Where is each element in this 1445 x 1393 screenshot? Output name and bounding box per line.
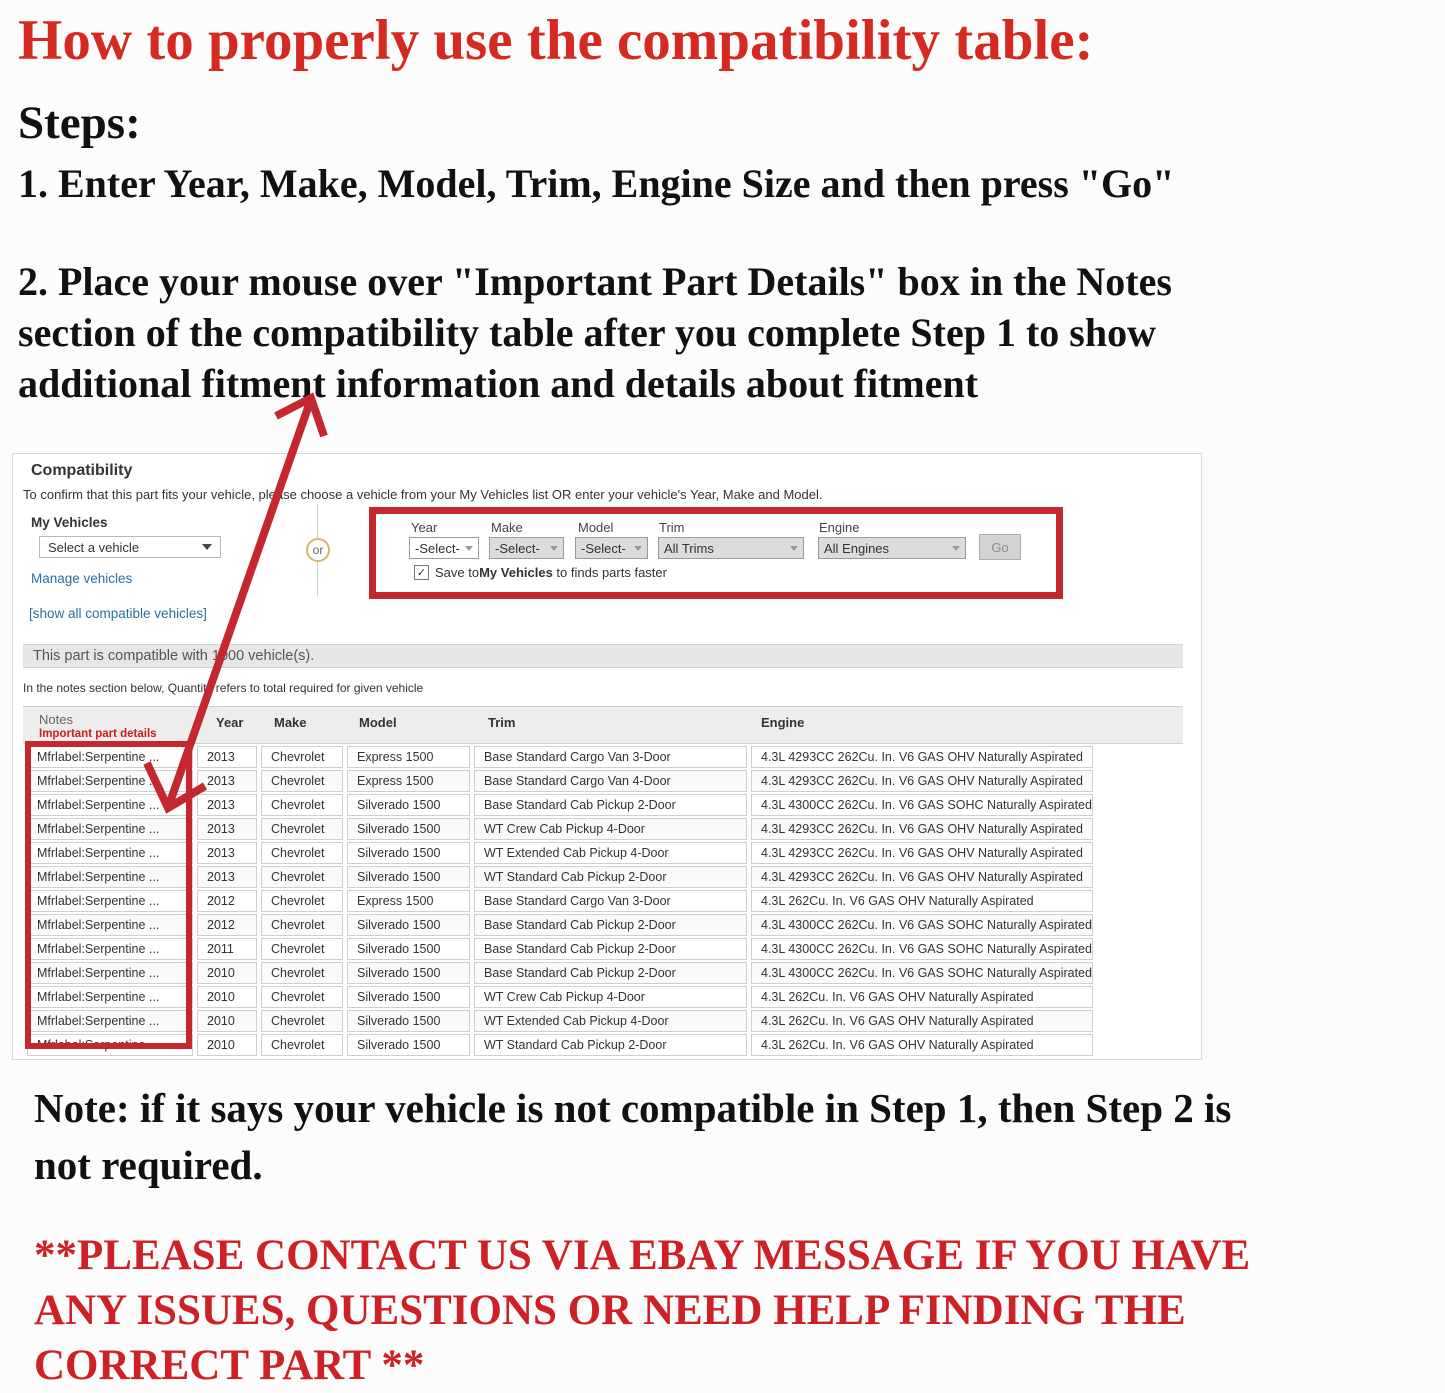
- cell-year: 2011: [197, 938, 257, 960]
- cell-make: Chevrolet: [261, 842, 343, 864]
- cell-trim: Base Standard Cab Pickup 2-Door: [474, 914, 747, 936]
- cell-notes[interactable]: Mfrlabel:Serpentine ...: [27, 818, 193, 840]
- cell-notes[interactable]: Mfrlabel:Serpentine ...: [27, 1034, 193, 1056]
- compatibility-panel: [12, 453, 1202, 1060]
- save-text-bold: My Vehicles: [479, 565, 553, 580]
- cell-trim: Base Standard Cab Pickup 2-Door: [474, 962, 747, 984]
- cell-notes[interactable]: Mfrlabel:Serpentine ...: [27, 794, 193, 816]
- note-line-2: not required.: [34, 1142, 263, 1188]
- vehicle-select-dropdown[interactable]: [39, 536, 221, 558]
- cell-engine: 4.3L 4293CC 262Cu. In. V6 GAS OHV Naturally Aspirated: [751, 746, 1093, 768]
- year-dropdown-value: -Select-: [415, 540, 460, 556]
- cell-engine: 4.3L 4300CC 262Cu. In. V6 GAS SOHC Naturally Aspirated: [751, 938, 1093, 960]
- cell-engine: 4.3L 4300CC 262Cu. In. V6 GAS SOHC Naturally Aspirated: [751, 914, 1093, 936]
- step-1-text: 1. Enter Year, Make, Model, Trim, Engine Size and then press "Go": [18, 161, 1175, 206]
- or-badge: or: [306, 538, 330, 562]
- cell-year: 2013: [197, 794, 257, 816]
- contact-line-3: CORRECT PART **: [34, 1342, 425, 1389]
- cell-notes[interactable]: Mfrlabel:Serpentine ...: [27, 938, 193, 960]
- cell-notes[interactable]: Mfrlabel:Serpentine ...: [27, 842, 193, 864]
- cell-trim: WT Extended Cab Pickup 4-Door: [474, 842, 747, 864]
- show-all-compatible-link[interactable]: [show all compatible vehicles]: [29, 606, 207, 621]
- column-header-model: Model: [359, 715, 397, 730]
- cell-model: Silverado 1500: [347, 962, 470, 984]
- go-button[interactable]: Go: [979, 534, 1021, 560]
- cell-trim: WT Crew Cab Pickup 4-Door: [474, 986, 747, 1008]
- cell-notes[interactable]: Mfrlabel:Serpentine ...: [27, 770, 193, 792]
- column-header-year: Year: [216, 715, 244, 730]
- compatibility-count-text: This part is compatible with 1000 vehicle(s).: [33, 648, 315, 664]
- table-header-row: [23, 706, 1183, 744]
- cell-year: 2013: [197, 770, 257, 792]
- cell-engine: 4.3L 4293CC 262Cu. In. V6 GAS OHV Naturally Aspirated: [751, 770, 1093, 792]
- cell-make: Chevrolet: [261, 1010, 343, 1032]
- compatibility-title: Compatibility: [31, 462, 133, 479]
- save-checkbox[interactable]: ✓: [414, 565, 429, 580]
- note-text: [34, 1080, 1231, 1194]
- cell-year: 2013: [197, 842, 257, 864]
- cell-make: Chevrolet: [261, 746, 343, 768]
- steps-heading: Steps:: [18, 97, 141, 149]
- cell-year: 2010: [197, 1010, 257, 1032]
- column-header-make: Make: [274, 715, 307, 730]
- annotation-box-finder: [369, 507, 1063, 599]
- cell-notes[interactable]: Mfrlabel:Serpentine ...: [27, 890, 193, 912]
- cell-make: Chevrolet: [261, 962, 343, 984]
- cell-trim: WT Standard Cab Pickup 2-Door: [474, 866, 747, 888]
- cell-year: 2012: [197, 890, 257, 912]
- cell-engine: 4.3L 4293CC 262Cu. In. V6 GAS OHV Naturally Aspirated: [751, 866, 1093, 888]
- cell-model: Silverado 1500: [347, 866, 470, 888]
- step-2-line-3: additional fitment information and details about fitment: [18, 361, 979, 406]
- cell-trim: WT Extended Cab Pickup 4-Door: [474, 1010, 747, 1032]
- cell-make: Chevrolet: [261, 818, 343, 840]
- manage-vehicles-link[interactable]: Manage vehicles: [31, 571, 133, 586]
- model-label: Model: [578, 520, 614, 535]
- cell-trim: Base Standard Cab Pickup 2-Door: [474, 794, 747, 816]
- column-header-notes: Notes: [39, 712, 73, 727]
- cell-engine: 4.3L 4300CC 262Cu. In. V6 GAS SOHC Naturally Aspirated: [751, 794, 1093, 816]
- cell-model: Silverado 1500: [347, 794, 470, 816]
- make-dropdown-value: -Select-: [495, 540, 540, 556]
- cell-engine: 4.3L 4300CC 262Cu. In. V6 GAS SOHC Naturally Aspirated: [751, 962, 1093, 984]
- cell-make: Chevrolet: [261, 866, 343, 888]
- cell-model: Silverado 1500: [347, 914, 470, 936]
- cell-make: Chevrolet: [261, 890, 343, 912]
- cell-make: Chevrolet: [261, 770, 343, 792]
- make-label: Make: [491, 520, 523, 535]
- column-header-trim: Trim: [488, 715, 516, 730]
- cell-make: Chevrolet: [261, 1034, 343, 1056]
- cell-engine: 4.3L 262Cu. In. V6 GAS OHV Naturally Aspirated: [751, 890, 1093, 912]
- engine-label: Engine: [819, 520, 860, 535]
- cell-model: Express 1500: [347, 890, 470, 912]
- cell-model: Silverado 1500: [347, 1010, 470, 1032]
- annotation-box-notes-column: [25, 741, 192, 1049]
- cell-trim: Base Standard Cab Pickup 2-Door: [474, 938, 747, 960]
- vehicle-select-value: Select a vehicle: [48, 539, 140, 555]
- cell-notes[interactable]: Mfrlabel:Serpentine ...: [27, 914, 193, 936]
- cell-make: Chevrolet: [261, 794, 343, 816]
- cell-year: 2012: [197, 914, 257, 936]
- cell-trim: WT Standard Cab Pickup 2-Door: [474, 1034, 747, 1056]
- save-text-suffix: to finds parts faster: [552, 565, 667, 580]
- cell-engine: 4.3L 262Cu. In. V6 GAS OHV Naturally Aspirated: [751, 986, 1093, 1008]
- step-2-line-2: section of the compatibility table after you complete Step 1 to show: [18, 310, 1157, 355]
- trim-dropdown-value: All Trims: [664, 540, 714, 556]
- contact-us-text: [34, 1228, 1250, 1393]
- cell-model: Silverado 1500: [347, 842, 470, 864]
- save-text-prefix: Save to: [435, 565, 480, 580]
- cell-engine: 4.3L 262Cu. In. V6 GAS OHV Naturally Aspirated: [751, 1010, 1093, 1032]
- notes-hint-text: In the notes section below, Quantity refers to total required for given vehicle: [23, 681, 424, 695]
- engine-dropdown-value: All Engines: [824, 540, 890, 556]
- compatibility-subtitle: To confirm that this part fits your vehicle, please choose a vehicle from your My Vehicles list OR enter your vehicle's Year, Make and Model.: [23, 487, 823, 502]
- cell-year: 2013: [197, 746, 257, 768]
- contact-line-1: **PLEASE CONTACT US VIA EBAY MESSAGE IF YOU HAVE: [34, 1232, 1251, 1279]
- important-part-details-label[interactable]: Important part details: [39, 728, 157, 740]
- contact-line-2: ANY ISSUES, QUESTIONS OR NEED HELP FINDING THE: [34, 1287, 1186, 1334]
- cell-year: 2010: [197, 986, 257, 1008]
- column-header-engine: Engine: [761, 715, 805, 730]
- cell-notes[interactable]: Mfrlabel:Serpentine ...: [27, 986, 193, 1008]
- cell-notes[interactable]: Mfrlabel:Serpentine ...: [27, 866, 193, 888]
- cell-year: 2013: [197, 818, 257, 840]
- cell-year: 2013: [197, 866, 257, 888]
- cell-notes[interactable]: Mfrlabel:Serpentine ...: [27, 746, 193, 768]
- cell-model: Silverado 1500: [347, 938, 470, 960]
- cell-engine: 4.3L 4293CC 262Cu. In. V6 GAS OHV Naturally Aspirated: [751, 818, 1093, 840]
- cell-trim: Base Standard Cargo Van 3-Door: [474, 746, 747, 768]
- cell-make: Chevrolet: [261, 914, 343, 936]
- trim-label: Trim: [659, 520, 685, 535]
- cell-model: Express 1500: [347, 770, 470, 792]
- cell-model: Express 1500: [347, 746, 470, 768]
- compatibility-count-banner: [23, 644, 1183, 668]
- cell-model: Silverado 1500: [347, 986, 470, 1008]
- cell-engine: 4.3L 262Cu. In. V6 GAS OHV Naturally Aspirated: [751, 1034, 1093, 1056]
- cell-trim: WT Crew Cab Pickup 4-Door: [474, 818, 747, 840]
- year-label: Year: [411, 520, 438, 535]
- step-2-line-1: 2. Place your mouse over "Important Part Details" box in the Notes: [18, 259, 1172, 304]
- cell-model: Silverado 1500: [347, 818, 470, 840]
- model-dropdown-value: -Select-: [581, 540, 626, 556]
- cell-trim: Base Standard Cargo Van 3-Door: [474, 890, 747, 912]
- cell-year: 2010: [197, 1034, 257, 1056]
- page-title: How to properly use the compatibility table:: [18, 9, 1094, 72]
- cell-engine: 4.3L 4293CC 262Cu. In. V6 GAS OHV Naturally Aspirated: [751, 842, 1093, 864]
- cell-year: 2010: [197, 962, 257, 984]
- step-2-text: [18, 256, 1172, 409]
- note-line-1: Note: if it says your vehicle is not compatible in Step 1, then Step 2 is: [34, 1085, 1232, 1131]
- cell-make: Chevrolet: [261, 938, 343, 960]
- chevron-down-icon: [202, 544, 212, 550]
- cell-notes[interactable]: Mfrlabel:Serpentine ...: [27, 1010, 193, 1032]
- cell-notes[interactable]: Mfrlabel:Serpentine ...: [27, 962, 193, 984]
- my-vehicles-label: My Vehicles: [31, 515, 108, 530]
- cell-make: Chevrolet: [261, 986, 343, 1008]
- cell-trim: Base Standard Cargo Van 4-Door: [474, 770, 747, 792]
- cell-model: Silverado 1500: [347, 1034, 470, 1056]
